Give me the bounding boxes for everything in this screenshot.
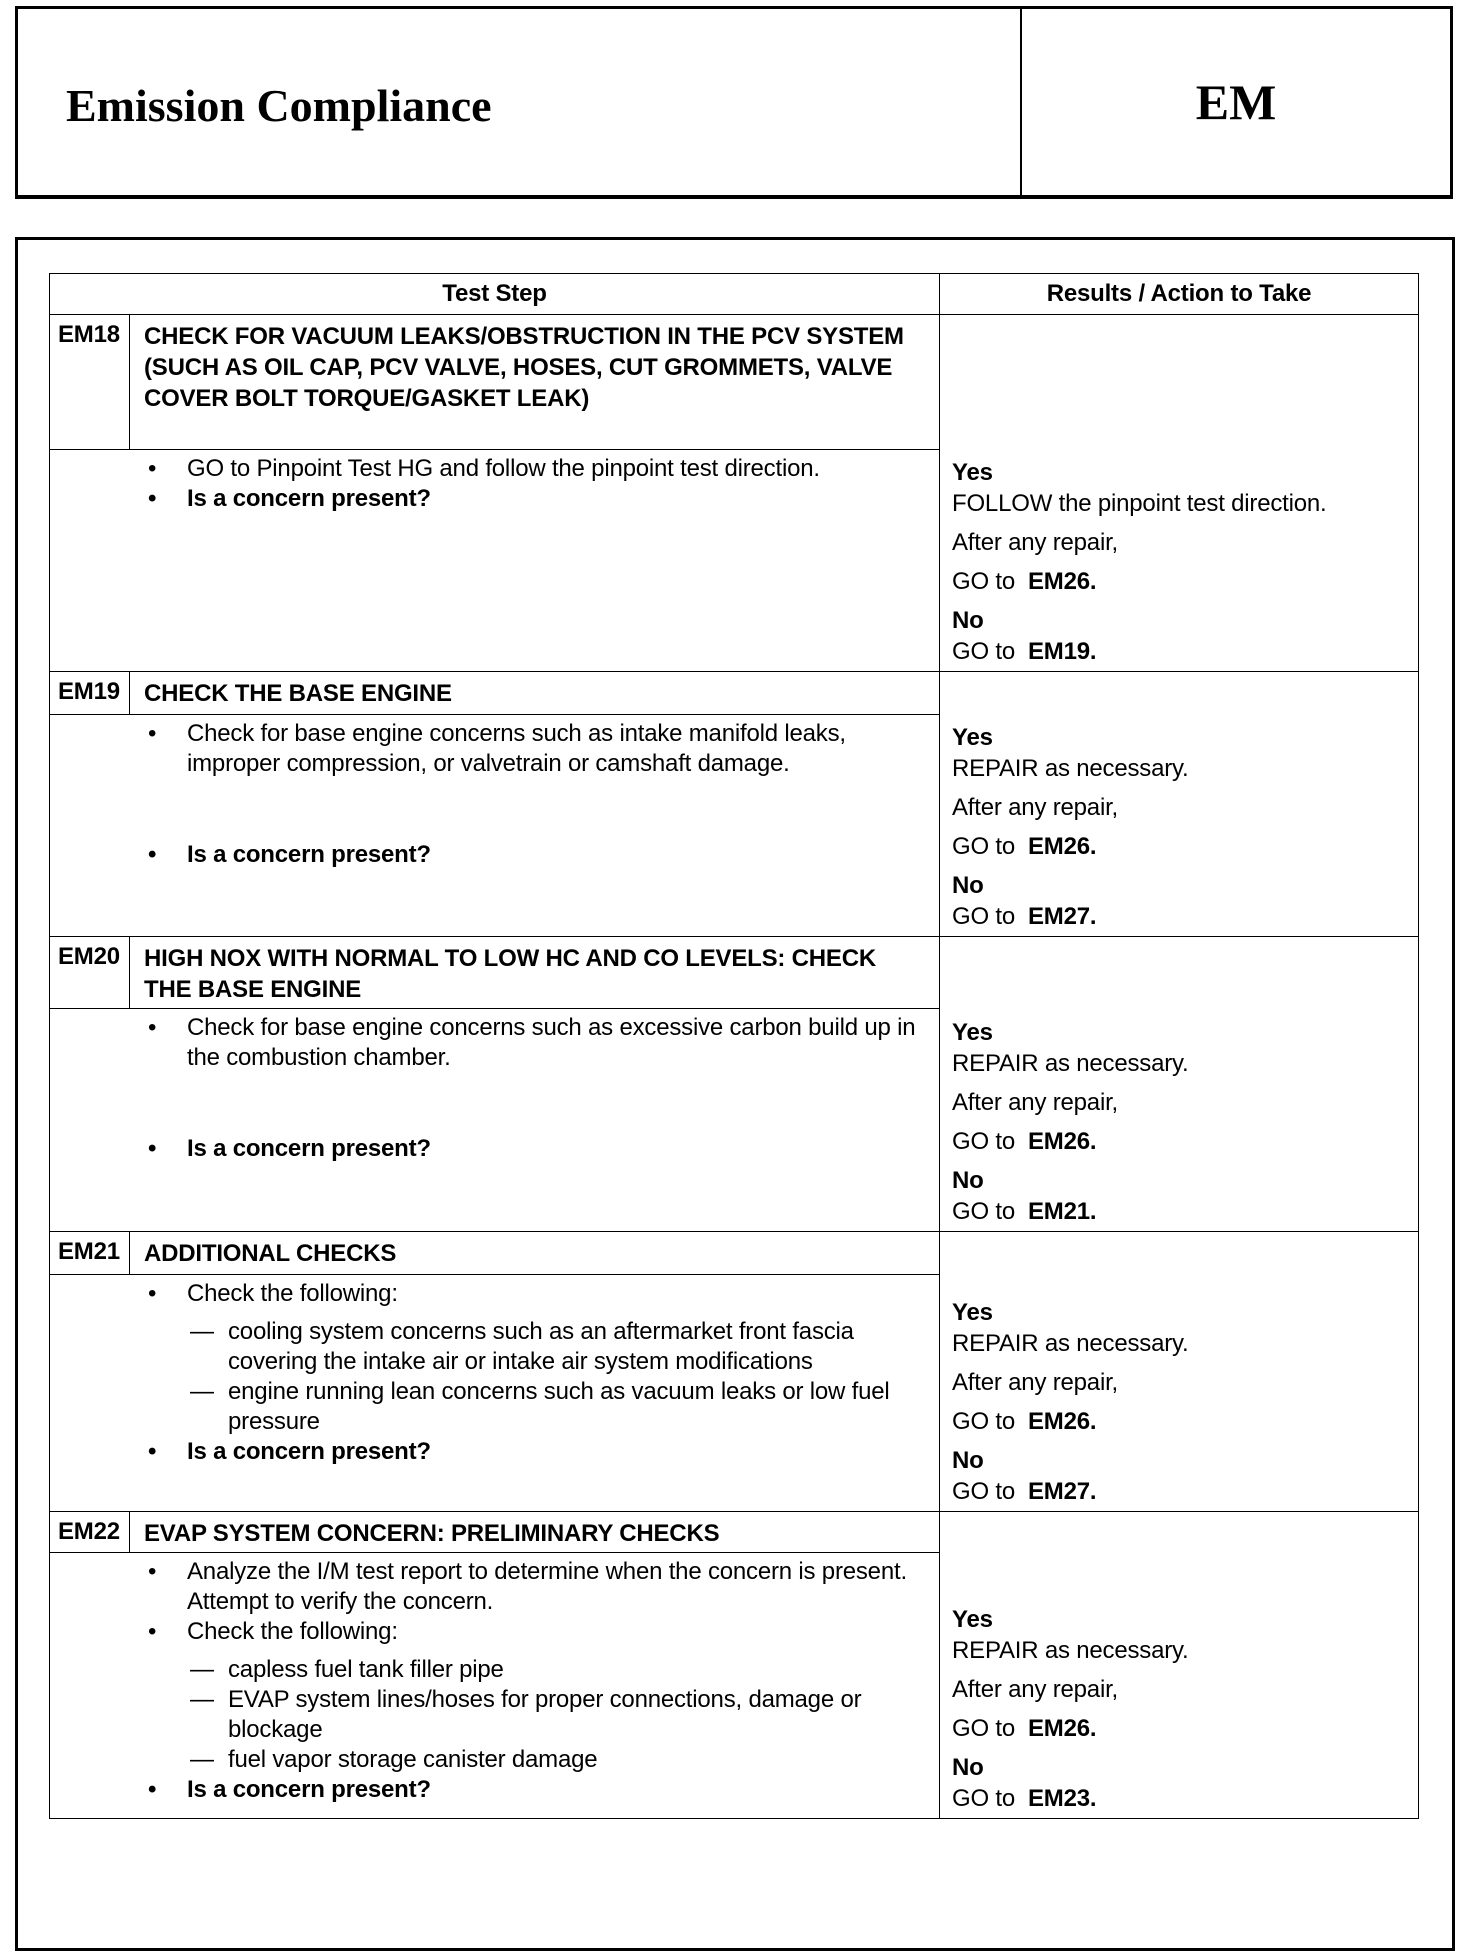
bullet-item: • Check for base engine concerns such as intake manifold leaks, improper compression, or valvetrain or camshaft damage. <box>50 719 929 779</box>
no-target: EM21. <box>1027 1198 1097 1225</box>
step-results <box>940 315 1419 672</box>
go-to: GO to <box>952 833 1016 860</box>
step-results <box>940 672 1419 937</box>
step-title: ADDITIONAL CHECKS <box>130 1232 940 1275</box>
step-title-row <box>50 315 1419 450</box>
bullet-item: • Check for base engine concerns such as excessive carbon build up in the combustion chamber. <box>50 1013 929 1073</box>
step-body <box>50 1009 940 1232</box>
go-to: GO to <box>952 1128 1016 1155</box>
bullet-item: • Check the following: <box>50 1617 929 1647</box>
step-id: EM19 <box>50 672 130 715</box>
yes-target: EM26. <box>1027 833 1097 860</box>
col-results: Results / Action to Take <box>940 274 1419 315</box>
go-to: GO to <box>952 1715 1016 1742</box>
dash-item: — EVAP system lines/hoses for proper connections, damage or blockage <box>50 1685 929 1745</box>
step-body <box>50 1275 940 1512</box>
yes-label: Yes <box>952 1299 993 1326</box>
no-target: EM23. <box>1027 1785 1097 1812</box>
go-to: GO to <box>952 1408 1016 1435</box>
col-test-step: Test Step <box>50 274 940 315</box>
yes-target: EM26. <box>1027 568 1097 595</box>
go-to: GO to <box>952 1198 1016 1225</box>
test-step-table <box>49 273 1419 1819</box>
step-body <box>50 450 940 672</box>
step-id: EM22 <box>50 1512 130 1553</box>
yes-target: EM26. <box>1027 1128 1097 1155</box>
step-id: EM21 <box>50 1232 130 1275</box>
no-target: EM27. <box>1027 1478 1097 1505</box>
section-code: EM <box>1195 74 1277 130</box>
bullet-item: • Analyze the I/M test report to determine when the concern is present. Attempt to verify the concern. <box>50 1557 929 1617</box>
go-to: GO to <box>952 903 1016 930</box>
no-target: EM27. <box>1027 903 1097 930</box>
page-header <box>15 6 1453 199</box>
go-to: GO to <box>952 1478 1016 1505</box>
no-label: No <box>952 1754 984 1781</box>
yes-label: Yes <box>952 724 993 751</box>
yes-target: EM26. <box>1027 1408 1097 1435</box>
yes-action: REPAIR as necessary. <box>952 1637 1189 1664</box>
dash-item: — engine running lean concerns such as vacuum leaks or low fuel pressure <box>50 1377 929 1437</box>
question: • Is a concern present? <box>50 484 929 514</box>
no-label: No <box>952 872 984 899</box>
dash-item: — cooling system concerns such as an aftermarket front fascia covering the intake air or intake air system modifications <box>50 1317 929 1377</box>
no-target: EM19. <box>1027 638 1097 665</box>
no-label: No <box>952 607 984 634</box>
step-title-row <box>50 1512 1419 1553</box>
step-body <box>50 715 940 937</box>
table-header-row <box>50 274 1419 315</box>
step-title: CHECK FOR VACUUM LEAKS/OBSTRUCTION IN THE PCV SYSTEM (SUCH AS OIL CAP, PCV VALVE, HOSES, CUT GROMMETS, VALVE COVER BOLT TORQUE/GASKET LEAK) <box>130 315 940 450</box>
step-results <box>940 1232 1419 1512</box>
question: • Is a concern present? <box>50 1134 929 1164</box>
step-id: EM20 <box>50 937 130 1009</box>
step-id: EM18 <box>50 315 130 450</box>
yes-label: Yes <box>952 1606 993 1633</box>
yes-label: Yes <box>952 459 993 486</box>
question: • Is a concern present? <box>50 840 929 870</box>
question: • Is a concern present? <box>50 1775 929 1805</box>
after-repair: After any repair, <box>952 1089 1119 1116</box>
yes-action: REPAIR as necessary. <box>952 755 1189 782</box>
yes-action: REPAIR as necessary. <box>952 1050 1189 1077</box>
step-title-row <box>50 937 1419 1009</box>
after-repair: After any repair, <box>952 1676 1119 1703</box>
no-label: No <box>952 1167 984 1194</box>
after-repair: After any repair, <box>952 1369 1119 1396</box>
step-body <box>50 1553 940 1819</box>
bullet-item: • Check the following: <box>50 1279 929 1309</box>
after-repair: After any repair, <box>952 794 1119 821</box>
go-to: GO to <box>952 1785 1016 1812</box>
yes-target: EM26. <box>1027 1715 1097 1742</box>
go-to: GO to <box>952 568 1016 595</box>
question: • Is a concern present? <box>50 1437 929 1467</box>
yes-action: FOLLOW the pinpoint test direction. <box>952 490 1327 517</box>
step-title: HIGH NOX WITH NORMAL TO LOW HC AND CO LEVELS: CHECK THE BASE ENGINE <box>130 937 940 1009</box>
page-title: Emission Compliance <box>66 80 492 131</box>
step-results <box>940 937 1419 1232</box>
step-title-row <box>50 1232 1419 1275</box>
dash-item: — fuel vapor storage canister damage <box>50 1745 929 1775</box>
step-title: CHECK THE BASE ENGINE <box>130 672 940 715</box>
go-to: GO to <box>952 638 1016 665</box>
step-title: EVAP SYSTEM CONCERN: PRELIMINARY CHECKS <box>130 1512 940 1553</box>
dash-item: — capless fuel tank filler pipe <box>50 1655 929 1685</box>
bullet-item: • GO to Pinpoint Test HG and follow the pinpoint test direction. <box>50 454 929 484</box>
step-title-row <box>50 672 1419 715</box>
step-results <box>940 1512 1419 1819</box>
after-repair: After any repair, <box>952 529 1119 556</box>
yes-label: Yes <box>952 1019 993 1046</box>
no-label: No <box>952 1447 984 1474</box>
yes-action: REPAIR as necessary. <box>952 1330 1189 1357</box>
